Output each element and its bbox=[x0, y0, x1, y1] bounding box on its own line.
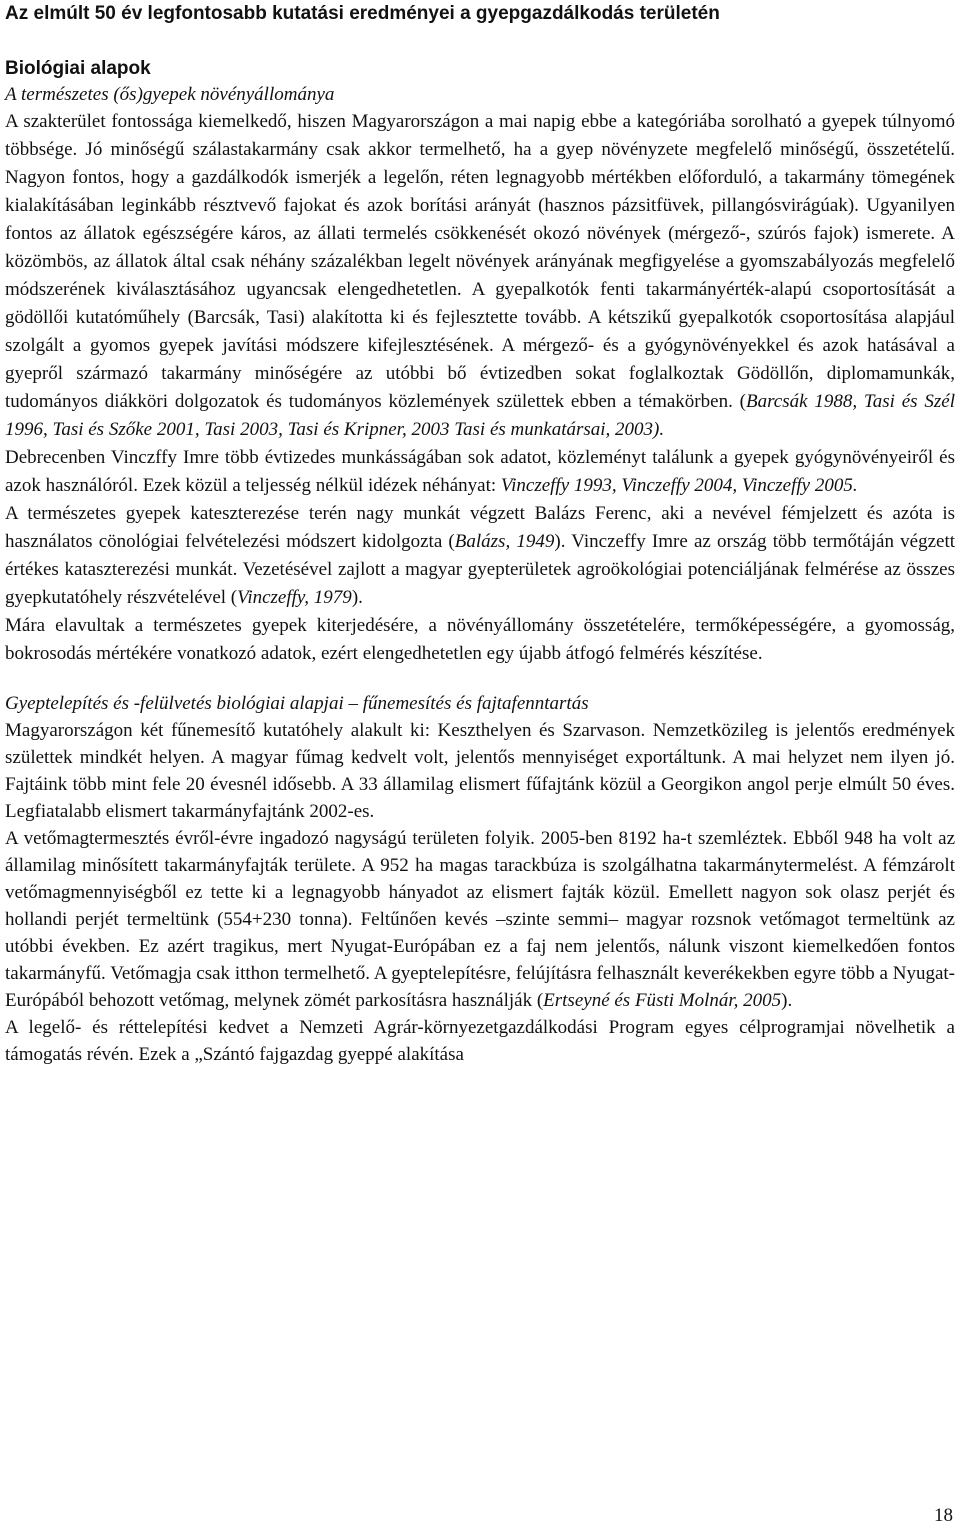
page-number: 18 bbox=[934, 1505, 953, 1526]
paragraph-text: A szakterület fontossága kiemelkedő, hiszen Magyarországon a mai napig ebbe a kategóriába sorolható a gyepek túlnyomó többsége. Jó minőségű szálastakarmány csak akkor termelhető, ha a gyep növényzete megfelelő minőségű, összetételű. Nagyon fontos, hogy a gazdálkodók ismerjék a legelőn, réten legnagyobb mértékben előforduló, a takarmány tömegének kialakításában leginkább résztvevő fajokat és azok borítási arányát (hasznos pázsitfüvek, pillangósvirágúak). Ugyanilyen fontos az állatok egészségére káros, az állati termelés csökkenését okozó növények (mérgező-, szúrós fajok) ismerete. A közömbös, az állatok által csak néhány százalékban legelt növények arányának megfigyelése a gyomszabályozás megfelelő módszerének kiválasztásához ugyancsak elengedhetetlen. A gyepalkotók fenti takarmányérték-alapú csoportosítását a gödöllői kutatóműhely (Barcsák, Tasi) alakította ki és fejlesztette tovább. A kétszikű gyepalkotók csoportosítása alapjául szolgált a gyomos gyepek javítási módszere kifejlesztésének. A mérgező- és a gyógynövényekkel és azok hatásával a gyepről származó takarmány minőségére az utóbbi bő évtizedben sokat foglalkoztak Gödöllőn, diplomamunkák, tudományos diákköri dolgozatok és tudományos közlemények születtek ebben a témakörben. ( bbox=[5, 111, 955, 412]
paragraph-text: ). bbox=[351, 587, 363, 608]
citation: Vinczeffy, 1979 bbox=[237, 587, 352, 608]
section-heading-biological-basics: Biológiai alapok bbox=[5, 58, 151, 79]
paragraph-agri-env-program bbox=[5, 1014, 955, 1068]
subsection-natural-grasslands: A természetes (ős)gyepek növényállománya bbox=[5, 84, 335, 105]
document-title: Az elmúlt 50 év legfontosabb kutatási eredményei a gyepgazdálkodás területén bbox=[5, 3, 720, 24]
citation: Ertseyné és Füsti Molnár, 2005 bbox=[543, 990, 782, 1011]
paragraph-debrecen bbox=[5, 444, 955, 500]
paragraph-text: Debrecenben Vinczffy Imre több évtizedes munkásságában sok adatot, közleményt találunk a gyepek gyógynövényeiről és azok használóról. Ezek közül a teljesség nélkül idézek néhányat: bbox=[5, 447, 955, 496]
paragraph-cadastre bbox=[5, 500, 955, 612]
paragraph-breeding-stations bbox=[5, 717, 955, 825]
paragraph-seed-production bbox=[5, 825, 955, 1014]
citation: Balázs, 1949 bbox=[454, 531, 555, 552]
paragraph-text: A vetőmagtermesztés évről-évre ingadozó nagyságú területen folyik. 2005-ben 8192 ha-t szemléztek. Ebből 948 ha volt az államilag minősített takarmányfajták területe. A 952 ha magas tarackbúza is szolgálhatna takarmánytermelést. A fémzárolt vetőmagmennyiségből ez tette ki a legnagyobb hányadot az elismert fajták közül. Emellett nagyon sok olasz perjét és hollandi perjét termeltünk (554+230 tonna). Feltűnően kevés –szinte semmi– magyar rozsnok vetőmagot termeltünk az utóbbi években. Ez azért tragikus, mert Nyugat-Európában ez a faj nem jelentős, nálunk viszont kiemelkedően fontos takarmányfű. Vetőmagja csak itthon termelhető. A gyeptelepítésre, felújításra felhasznált keverékekben egyre több a Nyugat-Európából behozott vetőmag, melynek zömét parkosításra használják ( bbox=[5, 828, 955, 1011]
paragraph-text: A legelő- és réttelepítési kedvet a Nemzeti Agrár-környezetgazdálkodási Program egyes célprogramjai növelhetik a támogatás révén. Ezek a „Szántó fajgazdag gyeppé alakítása bbox=[5, 1017, 955, 1065]
paragraph-text: Magyarországon két fűnemesítő kutatóhely alakult ki: Keszthelyen és Szarvason. Nemzetközileg is jelentős eredmények születtek mindkét helyen. A magyar fűmag kedvelt volt, jelentős mennyiséget exportáltunk. A mai helyzet nem ilyen jó. Fajtáink több mint fele 20 évesnél idősebb. A 33 államilag elismert fűfajtánk közül a Georgikon angol perje elmúlt 50 éves. Legfiatalabb elismert takarmányfajtánk 2002-es. bbox=[5, 720, 955, 822]
paragraph-importance bbox=[5, 108, 955, 444]
citation: Barcsák 1988, Tasi és Szél 1996, Tasi és Szőke 2001, Tasi 2003, Tasi és Kripner, 2003 Tasi és munkatársai, 2003). bbox=[5, 391, 956, 440]
citation: Vinczeffy 1993, Vinczeffy 2004, Vinczeffy 2005. bbox=[500, 475, 858, 496]
paragraph-text: ). Vinczeffy Imre az ország több termőtáján végzett értékes kataszterezési munkát. Vezetésével zajlott a magyar gyepterületek agroökológiai potenciáljának felmérése az összes gyepkutatóhely részvételével ( bbox=[5, 531, 955, 608]
subsection-grass-breeding: Gyeptelepítés és -felülvetés biológiai alapjai – fűnemesítés és fajtafenntartás bbox=[5, 693, 589, 714]
document-page bbox=[5, 0, 955, 1068]
paragraph-text: A természetes gyepek kateszterezése terén nagy munkát végzett Balázs Ferenc, aki a nevével fémjelzett és azóta is használatos cönológiai felvételezési módszert kidolgozta ( bbox=[5, 503, 955, 552]
paragraph-text: ). bbox=[781, 990, 793, 1011]
paragraph-text: Mára elavultak a természetes gyepek kiterjedésére, a növényállomány összetételére, termőképességére, a gyomosság, bokrosodás mértékére vonatkozó adatok, ezért elengedhetetlen egy újabb átfogó felmérés készítése. bbox=[5, 615, 955, 664]
paragraph-outdated-data bbox=[5, 612, 955, 668]
